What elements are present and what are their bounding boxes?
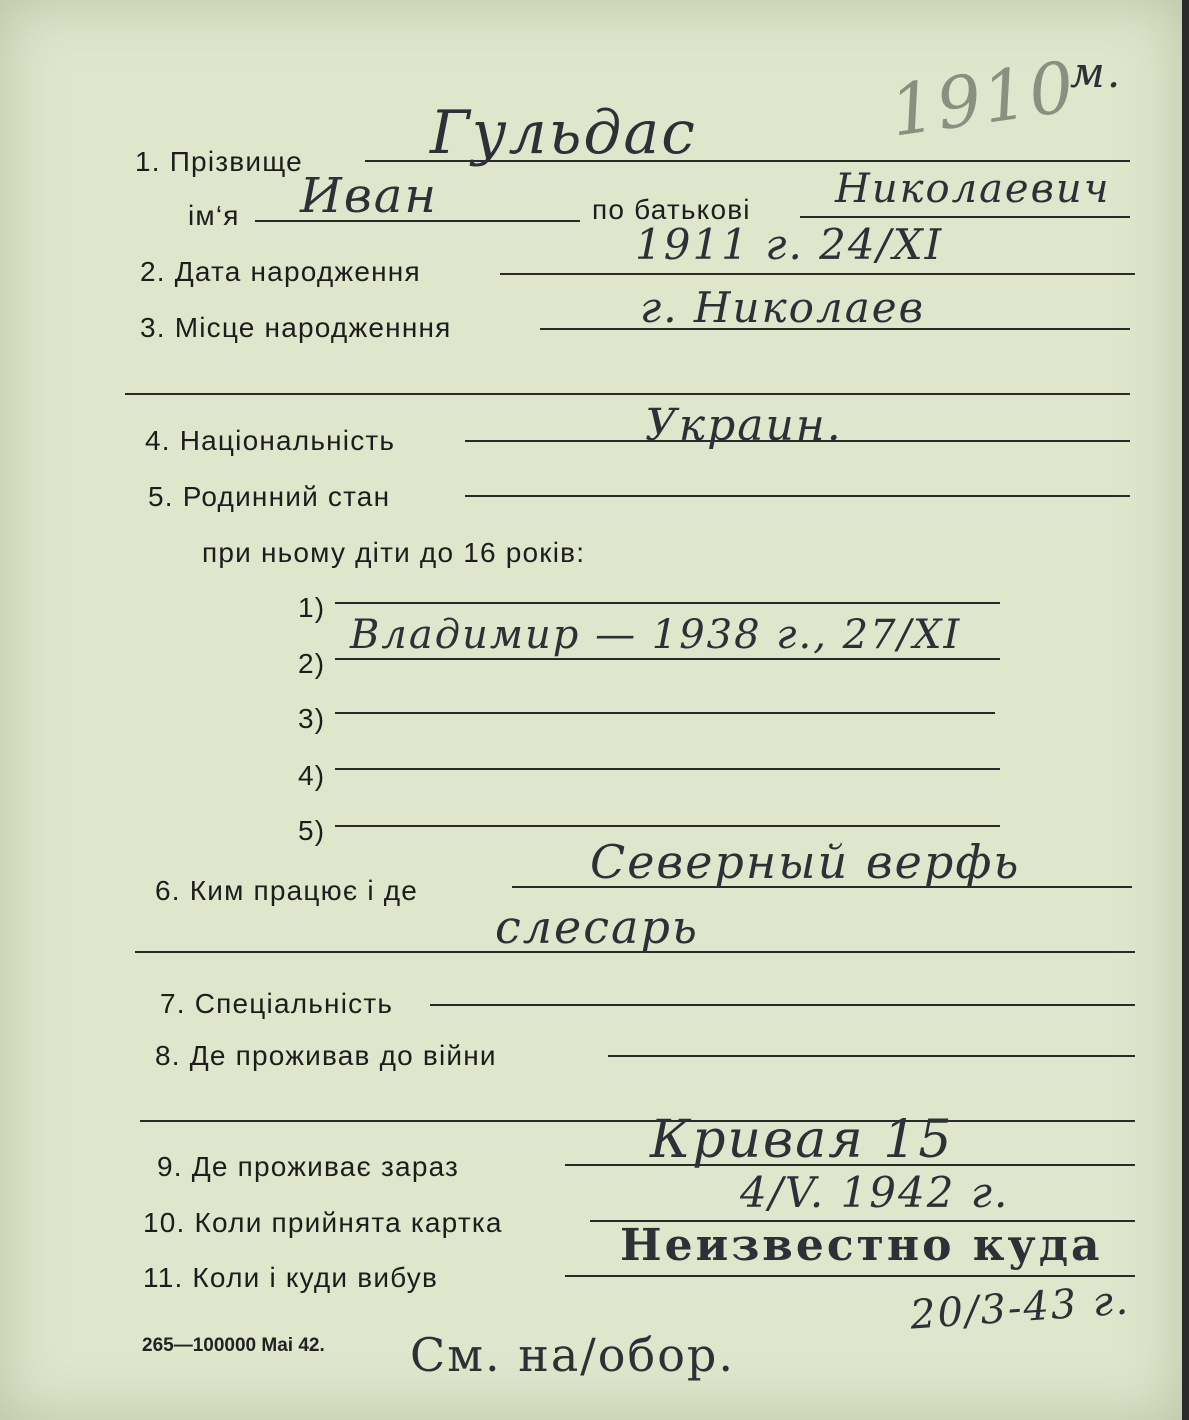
nationality-label: 4. Національність <box>145 425 396 456</box>
first-name-label: ім‘я <box>188 200 240 231</box>
print-code: 265—100000 Mai 42. <box>142 1335 325 1356</box>
departed-line <box>565 1275 1135 1277</box>
birth-date-label: 2. Дата народження <box>140 256 421 287</box>
birth-place-line-2 <box>125 393 1130 395</box>
child-5-num: 5) <box>298 815 326 846</box>
current-residence-value: Кривая 15 <box>650 1110 954 1170</box>
birth-date-line <box>500 273 1135 275</box>
card-accepted-label: 10. Коли прийнята картка <box>143 1207 503 1238</box>
child-3-num: 3) <box>298 703 326 734</box>
child-5-line <box>335 825 1000 827</box>
patronymic-value: Николаевич <box>835 166 1111 212</box>
marital-status-line <box>465 495 1130 497</box>
departure-date-value: 20/3-43 г. <box>908 1277 1132 1339</box>
card-number-suffix: м. <box>1070 48 1123 97</box>
birth-place-label: 3. Місце народженння <box>140 312 452 343</box>
marital-status-label: 5. Родинний стан <box>148 481 391 512</box>
child-4-line <box>335 768 1000 770</box>
child-2-num: 2) <box>298 648 326 679</box>
children-heading: при ньому діти до 16 років: <box>202 537 586 568</box>
child-2-line <box>335 658 1000 660</box>
current-residence-label: 9. Де проживає зараз <box>157 1151 460 1182</box>
child-2-value: Владимир — 1938 г., 27/XI <box>350 612 962 658</box>
specialty-label: 7. Спеціальність <box>160 988 394 1019</box>
surname-label: 1. Прізвище <box>135 146 303 177</box>
birth-place-value: г. Николаев <box>640 283 926 332</box>
card-number: 1910 <box>885 45 1081 153</box>
surname-value: Гульдас <box>430 98 697 168</box>
nationality-value: Украин. <box>645 400 843 451</box>
prewar-residence-label: 8. Де проживав до війни <box>155 1040 497 1071</box>
child-4-num: 4) <box>298 760 326 791</box>
work-label: 6. Ким працює і де <box>155 875 419 906</box>
work-extra-value: слесарь <box>495 900 699 954</box>
specialty-line <box>430 1004 1135 1006</box>
patronymic-line <box>800 216 1130 218</box>
work-value: Северный верфь <box>590 835 1021 889</box>
first-name-value: Иван <box>300 168 439 224</box>
patronymic-label: по батькові <box>592 194 751 225</box>
note-value: См. на/обор. <box>410 1328 735 1382</box>
birth-date-value: 1911 г. 24/XI <box>635 220 944 269</box>
departed-value: Неизвестно куда <box>620 1220 1103 1271</box>
card-accepted-value: 4/V. 1942 г. <box>740 1168 1010 1217</box>
child-1-line <box>335 602 1000 604</box>
child-3-line <box>335 712 995 714</box>
prewar-residence-line <box>608 1055 1135 1057</box>
child-1-num: 1) <box>298 592 326 623</box>
prewar-residence-line-2 <box>140 1120 1135 1122</box>
departed-label: 11. Коли і куди вибув <box>143 1262 439 1293</box>
